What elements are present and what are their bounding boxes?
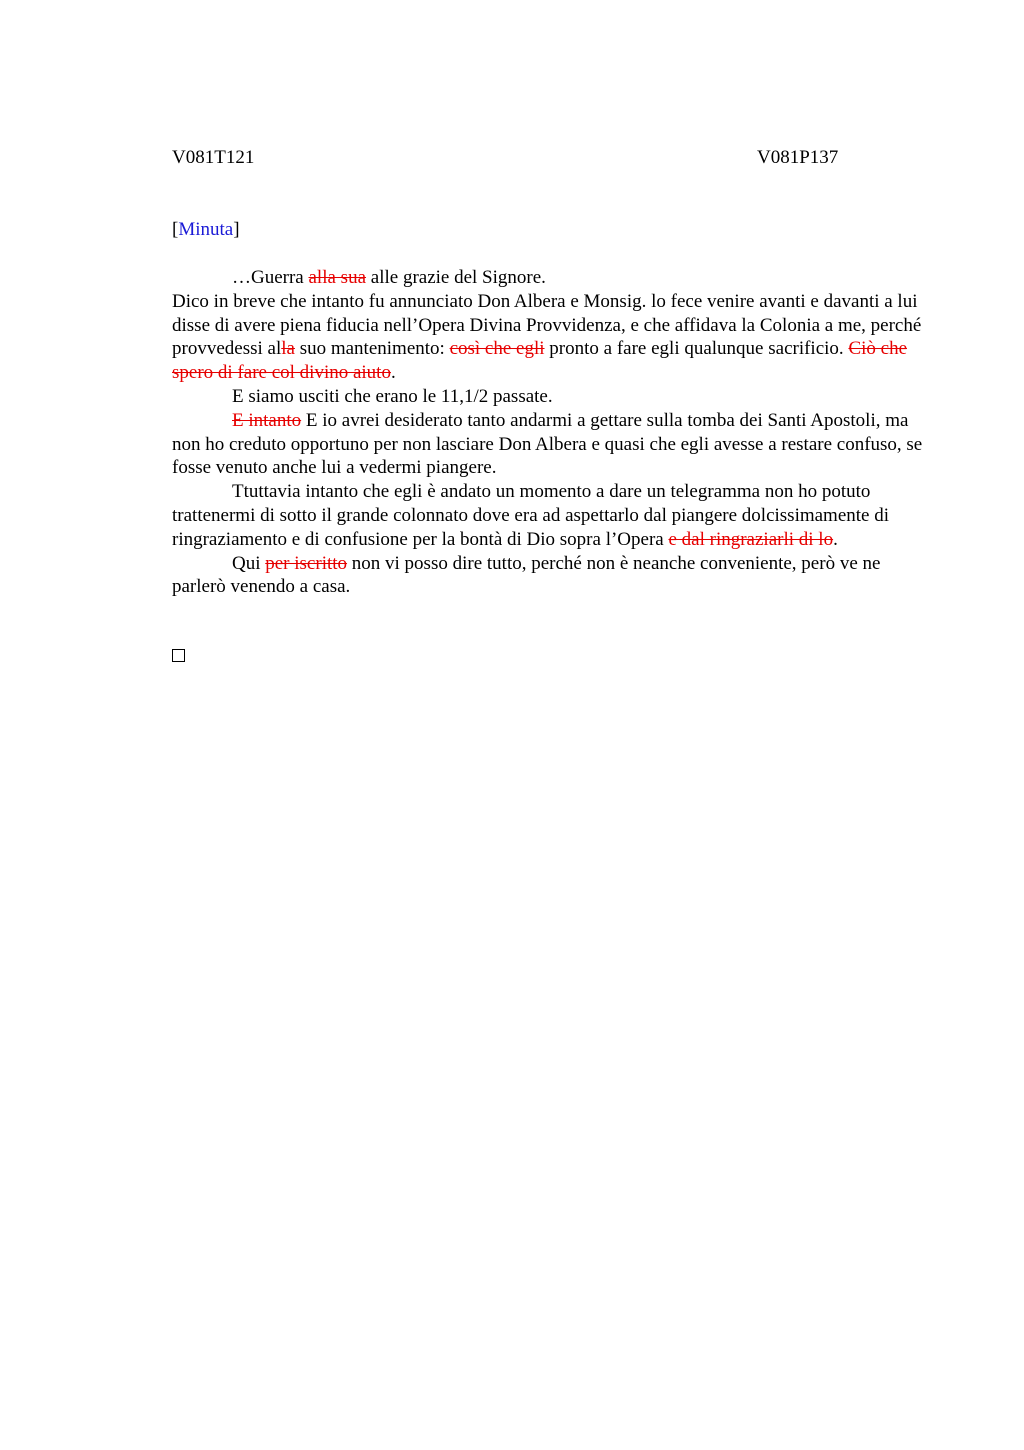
label-text: Minuta — [178, 219, 234, 240]
deleted-text: la — [281, 338, 295, 360]
text-segment: pronto a fare egli qualunque sacrificio. — [544, 338, 849, 360]
deleted-text: e dal ringraziarli di lo — [668, 528, 834, 550]
text-segment: E siamo usciti che erano le 11,1/2 passate. — [232, 385, 553, 407]
paragraph-4 — [172, 409, 932, 480]
text-segment: …Guerra — [232, 267, 309, 288]
deleted-text: E intanto — [232, 409, 302, 431]
deleted-text: per iscritto — [265, 552, 348, 574]
text-segment: E io avrei desiderato tanto andarmi a gettare sulla tomba dei Santi Apostoli, ma non ho creduto opportuno per non lasciare Don Albera e quasi che egli avesse a restare confuso, se fosse venuto anche lui a vedermi piangere. — [172, 409, 923, 479]
text-segment: Ttuttavia intanto che egli è andato un momento a dare un telegramma non ho potuto trattenermi di sotto il grande colonnato dove era ad aspettarlo dal piangere dolcissimamente di ringraziamento e di confusione per la bontà di Dio sopra l’Opera — [172, 481, 890, 550]
text-segment: Qui — [232, 552, 266, 574]
paragraph-1 — [172, 266, 932, 290]
paragraph-2 — [172, 290, 932, 385]
text-segment: suo mantenimento: — [294, 338, 450, 360]
deleted-text: Ciò che spero di fare col divino aiuto — [172, 338, 908, 384]
paragraph-3 — [172, 385, 932, 409]
document-code-left: V081T121 — [172, 147, 255, 168]
document-code-right: V081P137 — [757, 147, 839, 168]
text-segment: non vi posso dire tutto, perché non è neanche conveniente, però ve ne parlerò venendo a casa. — [172, 552, 881, 598]
label-open-bracket: [ — [172, 219, 179, 240]
text-segment: Dico in breve che intanto fu annunciato Don Albera e Monsig. lo fece venire avanti e davanti a lui disse di avere piena fiducia nell’Opera Divina Provvidenza, e che affidava la Colonia a me, perché provvedessi al — [172, 290, 922, 360]
deleted-text: alla sua — [308, 267, 367, 288]
deleted-text: così che egli — [449, 338, 545, 360]
draft-label — [172, 218, 240, 242]
paragraph-6 — [172, 552, 932, 600]
text-segment: alle grazie del Signore. — [366, 267, 546, 288]
paragraph-5 — [172, 480, 932, 551]
letter-body — [172, 266, 932, 599]
text-segment: . — [390, 362, 396, 384]
text-segment: . — [833, 528, 838, 550]
label-close-bracket: ] — [233, 219, 240, 240]
square-outline-icon — [172, 649, 185, 662]
